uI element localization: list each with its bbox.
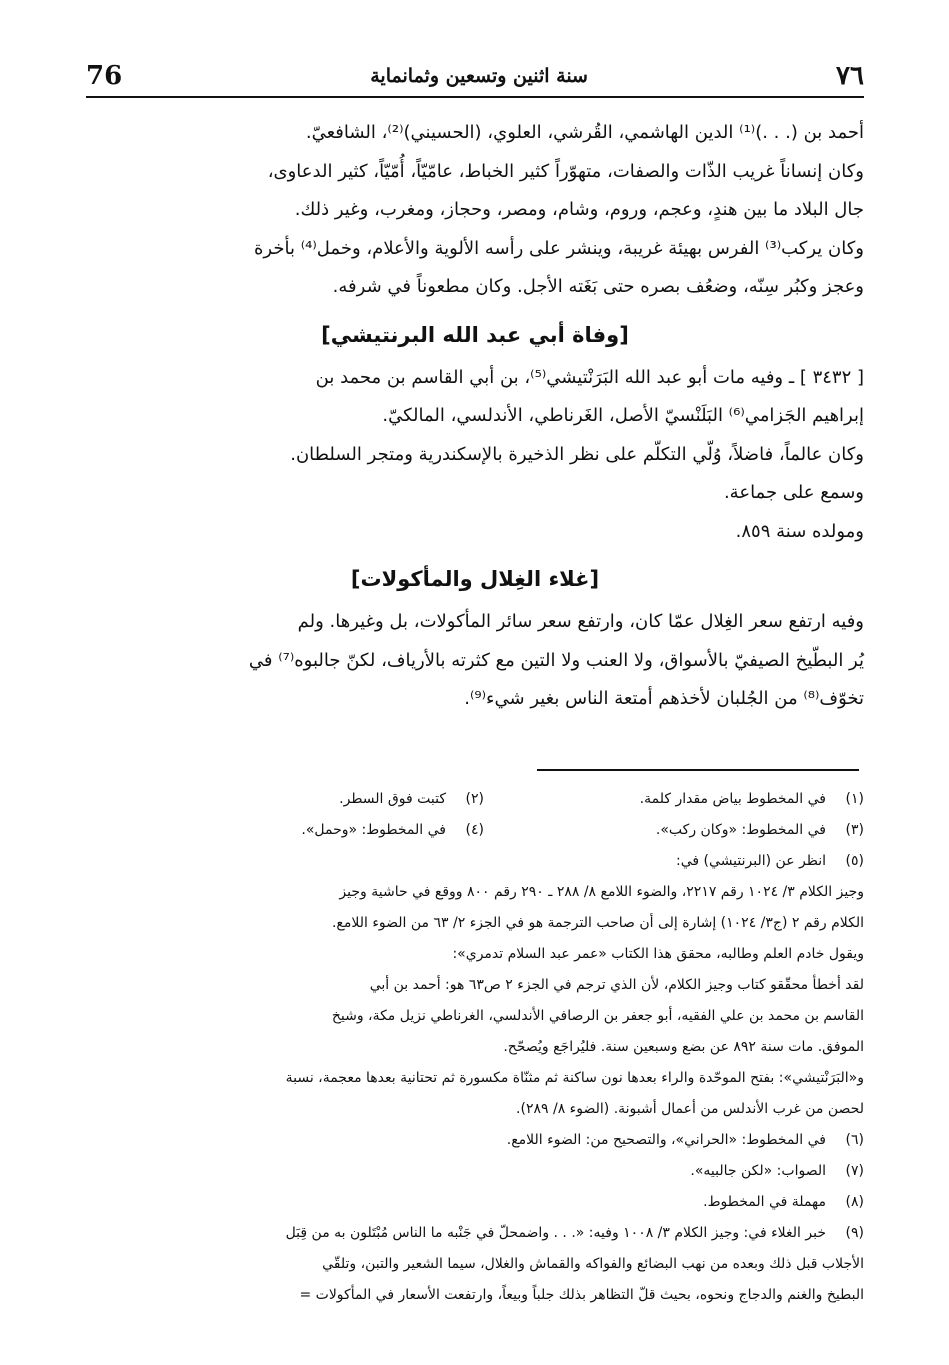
footnote-text: الصواب: «لكن جالبيه». bbox=[690, 1163, 826, 1179]
text-line: وكان إنساناً غريب الذّات والصفات، متهوّراً كثير الخباط، عامّيّاً، أُمّيّاً، كثير الدعاوى، bbox=[267, 160, 864, 182]
footnote-text bbox=[86, 1218, 826, 1249]
footnote-number: (٥) bbox=[845, 853, 864, 869]
footnote-6 bbox=[86, 1125, 864, 1156]
paragraph-5 bbox=[86, 513, 864, 552]
footnote-3 bbox=[484, 815, 864, 846]
text-line: وكان يركب⁽³⁾ الفرس بهيئة غريبة، وينشر على رأسه الألوية والأعلام، وخمل⁽⁴⁾ بأخرة bbox=[254, 237, 864, 259]
footnote-number: (٨) bbox=[845, 1194, 864, 1210]
footnote-text: كتبت فوق السطر. bbox=[339, 791, 446, 807]
footnote-number: (٩) bbox=[845, 1225, 864, 1241]
footnote-text: في المخطوط بياض مقدار كلمة. bbox=[639, 791, 826, 807]
footnote-text: في المخطوط: «وحمل». bbox=[301, 822, 446, 838]
footnote-line: ويقول خادم العلم وطالبه، محقق هذا الكتاب «عمر عبد السلام تدمري»: bbox=[452, 946, 864, 962]
footnote-number: (٤) bbox=[465, 822, 484, 838]
footnote-1 bbox=[484, 784, 864, 815]
footnote-line: القاسم بن محمد بن علي الفقيه، أبو جعفر بن الرصافي الأندلسي، الغرناطي نزيل مكة، وشيخ bbox=[331, 1008, 864, 1024]
footnote-line: الموفق. مات سنة ٨٩٢ عن بضع وسبعين سنة. فليُراجَع ويُصحّح. bbox=[503, 1039, 864, 1055]
footnote-number: (٣) bbox=[845, 822, 864, 838]
paragraph-4 bbox=[86, 436, 864, 513]
footnote-number: (٧) bbox=[845, 1163, 864, 1179]
page-number-arabic: ٧٦ bbox=[836, 61, 864, 91]
footnote-text: مهملة في المخطوط. bbox=[703, 1194, 826, 1210]
main-text bbox=[86, 114, 864, 719]
footnote-separator bbox=[537, 769, 859, 771]
footnote-text: في المخطوط: «وكان ركب». bbox=[655, 822, 826, 838]
footnote-2 bbox=[104, 784, 484, 815]
footnote-line: و«البَرَنْتيشي»: بفتح الموحّدة والراء بعدها نون ساكنة ثم مثنّاة مكسورة ثم تحتانية بعدها معجمة، نسبة bbox=[285, 1070, 864, 1086]
footnote-line: البطيخ والغنم والدجاج ونحوه، بحيث قلّ التظاهر بذلك جلباً وبيعاً، وارتفعت الأسعار في المأكولات = bbox=[299, 1287, 864, 1303]
footnotes bbox=[86, 784, 864, 1311]
footnote-5 bbox=[86, 846, 864, 877]
footnote-row bbox=[86, 784, 864, 815]
footnote-line: انظر عن (البرنتيشي) في: bbox=[676, 853, 826, 869]
footnote-4 bbox=[104, 815, 484, 846]
footnote-5-continuation bbox=[86, 877, 864, 1125]
paragraph-6 bbox=[86, 603, 864, 719]
footnote-8 bbox=[86, 1187, 864, 1218]
text-line: [ ٣٤٣٢ ] ـ وفيه مات أبو عبد الله البَرَنْتيشي⁽⁵⁾، بن أبي القاسم بن محمد بن bbox=[315, 366, 864, 388]
footnote-line: لحصن من غرب الأندلس من أعمال أشبونة. (الضوء ٨/ ٢٨٩). bbox=[516, 1101, 864, 1117]
footnote-7 bbox=[86, 1156, 864, 1187]
footnote-9-continuation bbox=[86, 1249, 864, 1311]
paragraph-1 bbox=[86, 114, 864, 153]
footnote-9 bbox=[86, 1218, 864, 1249]
footnote-line: وجيز الكلام ٣/ ١٠٢٤ رقم ٢٢١٧، والضوء اللامع ٨/ ٢٨٨ ـ ٢٩٠ رقم ٨٠٠ ووقع في حاشية وجيز bbox=[339, 884, 864, 900]
footnote-number: (٢) bbox=[465, 791, 484, 807]
text-line: أحمد بن (. . .)⁽¹⁾ الدين الهاشمي، القُرشي، العلوي، (الحسيني)⁽²⁾، الشافعيّ. bbox=[305, 122, 864, 143]
paragraph-2 bbox=[86, 153, 864, 307]
footnote-line: لقد أخطأ محقّقو كتاب وجيز الكلام، لأن الذي ترجم في الجزء ٢ ص٦٣ هو: أحمد بن أبي bbox=[369, 977, 864, 993]
footnote-text bbox=[86, 846, 826, 877]
text-line: وسمع على جماعة. bbox=[723, 482, 864, 503]
text-line: إبراهيم الجَزامي⁽⁶⁾ البَلَنْسيّ الأصل، الغَرناطي، الأندلسي، المالكيّ. bbox=[382, 405, 864, 426]
text-line: وكان عالماً، فاضلاً، وُلّي التكلّم على نظر الذخيرة بالإسكندرية ومتجر السلطان. bbox=[290, 443, 864, 465]
text-line: وفيه ارتفع سعر الغِلال عمّا كان، وارتفع سعر سائر المأكولات، بل وغيرها. ولم bbox=[297, 611, 864, 632]
footnote-text: في المخطوط: «الحراني»، والتصحيح من: الضوء اللامع. bbox=[506, 1132, 826, 1148]
footnote-line: الأجلاب قبل ذلك وبعده من نهب البضائع والفواكه والقماش والغلال، سيما الشعير والتبن، وتلقّي bbox=[322, 1256, 864, 1272]
section-heading-1: [وفاة أبي عبد الله البرنتيشي] bbox=[321, 322, 629, 347]
running-title: سنة اثنين وتسعين وثمانماية bbox=[370, 65, 588, 87]
footnote-number: (١) bbox=[845, 791, 864, 807]
text-line: تخوّف⁽⁸⁾ من الجُلبان لأخذهم أمتعة الناس بغير شيء⁽⁹⁾. bbox=[464, 688, 864, 709]
section-heading-2: [غلاء الغِلال والمأكولات] bbox=[350, 567, 600, 591]
text-line: جال البلاد ما بين هندٍ، وعجم، وروم، وشام، ومصر، وحجاز، ومغرب، وغير ذلك. bbox=[294, 199, 864, 220]
footnote-line: الكلام رقم ٢ (ج٣/ ١٠٢٤) إشارة إلى أن صاحب الترجمة هو في الجزء ٢/ ٦٣ من الضوء اللامع. bbox=[331, 915, 864, 931]
page-number-latin: 76 bbox=[86, 61, 123, 91]
footnote-line: خبر الغلاء في: وجيز الكلام ٣/ ١٠٠٨ وفيه: «. . . واضمحلّ في جَنْبه ما الناس مُبْتَلون به من قِبَل bbox=[285, 1225, 826, 1241]
page-header bbox=[86, 56, 864, 98]
paragraph-3 bbox=[86, 359, 864, 436]
text-line: وعجز وكبُر سِنّه، وضعُف بصره حتى بَغَته الأجل. وكان مطعوناً في شرفه. bbox=[332, 276, 864, 297]
footnote-row bbox=[86, 815, 864, 846]
footnote-number: (٦) bbox=[845, 1132, 864, 1148]
text-line: ومولده سنة ٨٥٩. bbox=[735, 520, 864, 542]
text-line: يُر البطّيخ الصيفيّ بالأسواق، ولا العنب ولا التين مع كثرته بالأرياف، لكنّ جالبوه⁽⁷⁾ في bbox=[248, 649, 864, 671]
